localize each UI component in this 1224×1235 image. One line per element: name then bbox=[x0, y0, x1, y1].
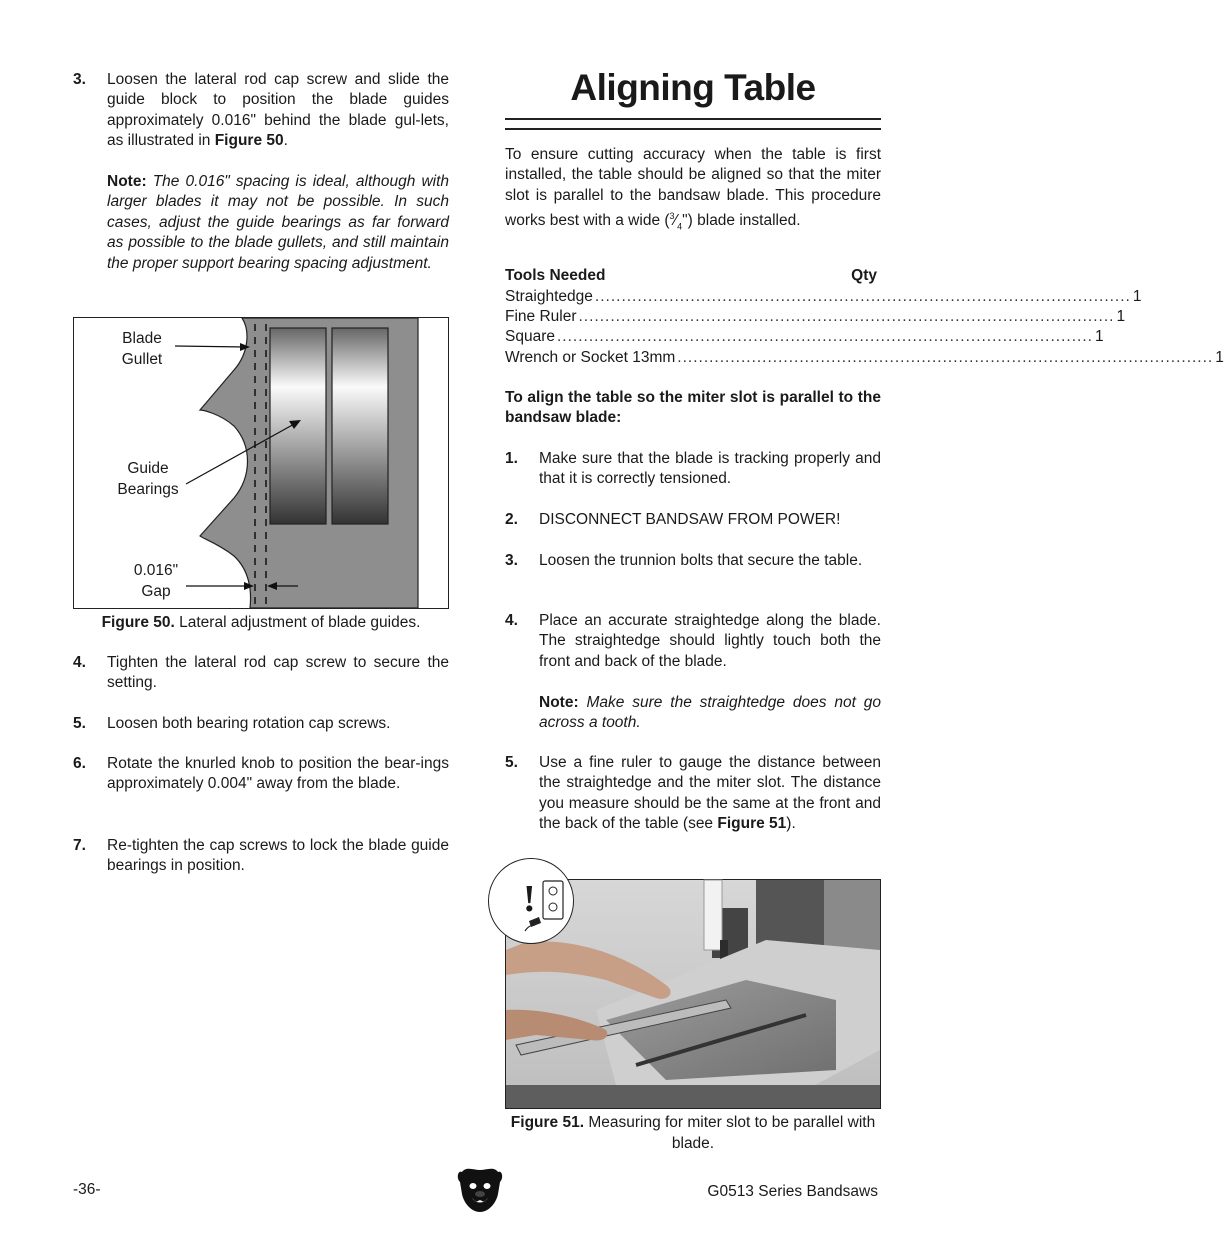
label-line: Gap bbox=[141, 583, 171, 600]
tool-qty: 1 bbox=[1116, 308, 1126, 325]
left-step-3 bbox=[73, 70, 449, 274]
note bbox=[107, 172, 449, 274]
label-gap bbox=[112, 560, 200, 602]
grizzly-bear-logo-icon bbox=[456, 1164, 504, 1214]
step-number: 1. bbox=[505, 450, 518, 467]
step-number: 7. bbox=[73, 837, 86, 854]
figure-reference: Figure 50 bbox=[214, 132, 284, 150]
intro-text: To ensure cutting accuracy when the table is first installed, the table should be aligned so that the miter slot is parallel to the bandsaw blade. This procedure works best with a wide ( bbox=[505, 146, 881, 230]
step-text: Place an accurate straightedge along the blade. The straightedge should lightly touch both the front and back of the blade. bbox=[539, 612, 881, 670]
left-step-5 bbox=[73, 714, 449, 734]
caption-label: Figure 50. bbox=[101, 614, 175, 631]
step-text bbox=[107, 70, 449, 152]
step-text: Rotate the knurled knob to position the bear-ings approximately 0.004" away from the blade. bbox=[107, 755, 449, 793]
tool-name: Fine Ruler bbox=[505, 308, 577, 325]
step-number: 4. bbox=[73, 654, 86, 671]
leader-dots: ..................................................................................................... bbox=[556, 328, 1093, 345]
table-edge bbox=[506, 1085, 880, 1108]
note-text: The 0.016" spacing is ideal, although with larger blades it may not be possible. In such cases, adjust the guide bearings as far forward as possible to the blade gullets, and still maintain the proper support bearing spacing adjustment. bbox=[107, 173, 450, 272]
figure-51-caption bbox=[505, 1112, 881, 1154]
tool-qty: 1 bbox=[1094, 328, 1104, 345]
caption-text: Measuring for miter slot to be parallel with blade. bbox=[584, 1114, 876, 1152]
step-text bbox=[539, 753, 881, 835]
tool-qty: 1 bbox=[1132, 288, 1142, 305]
label-line: Bearings bbox=[117, 481, 179, 498]
tool-qty: 1 bbox=[1215, 349, 1224, 366]
left-step-6 bbox=[73, 754, 449, 795]
label-line: Blade bbox=[122, 330, 162, 347]
label-guide-bearings bbox=[104, 458, 192, 500]
leader-dots: ..................................................................................................... bbox=[578, 308, 1115, 325]
warning-exclamation-icon: ! bbox=[523, 878, 536, 920]
tool-name: Square bbox=[505, 328, 555, 345]
bearing-2 bbox=[332, 328, 388, 524]
fraction-denominator: 4 bbox=[677, 221, 683, 232]
step-number: 5. bbox=[73, 715, 86, 732]
intro-paragraph: To ensure cutting accuracy when the table is first installed, the table should be aligned so that the miter slot is parallel to the bandsaw blade. This procedure works best with a wide $(^3⁄_4")$ blade installed. bbox=[505, 146, 881, 232]
step-text: Re-tighten the cap screws to lock the blade guide bearings in position. bbox=[107, 837, 449, 875]
tools-qty-header: Qty bbox=[851, 267, 877, 284]
note-label: Note: bbox=[107, 173, 147, 191]
figure-reference: Figure 51 bbox=[717, 815, 787, 833]
right-step-2 bbox=[505, 510, 881, 530]
left-step-7 bbox=[73, 836, 449, 877]
tools-item bbox=[505, 307, 1126, 327]
right-step-1 bbox=[505, 449, 881, 490]
page-title: Aligning Table bbox=[570, 67, 816, 108]
intro-text: ") blade installed. bbox=[682, 212, 801, 230]
leader-dots: ..................................................................................................... bbox=[594, 288, 1131, 305]
step-number: 6. bbox=[73, 755, 86, 772]
step-text-part: Use a fine ruler to gauge the distance between the straightedge and the miter slot. The distance you measure should be the same at the front and the back of the table (see bbox=[539, 754, 881, 833]
label-line: Guide bbox=[127, 460, 169, 477]
procedure-heading: To align the table so the miter slot is parallel to the bandsaw blade: bbox=[505, 389, 881, 427]
caption-label: Figure 51. bbox=[510, 1114, 585, 1131]
step-number: 3. bbox=[73, 71, 86, 88]
right-step-3 bbox=[505, 551, 881, 571]
figure-51-photo bbox=[505, 879, 881, 1109]
step-text-part: ). bbox=[786, 815, 796, 833]
tools-header bbox=[505, 266, 877, 286]
tools-item bbox=[505, 327, 1104, 347]
label-line: Gullet bbox=[121, 351, 163, 368]
step-text: Loosen the trunnion bolts that secure the table. bbox=[539, 552, 863, 569]
step-text-part: Loosen the lateral rod cap screw and slide the guide block to position the blade guides approximately 0.016" behind the blade gul-lets, as illustrated in bbox=[107, 71, 449, 150]
step-text: Tighten the lateral rod cap screw to secure the setting. bbox=[107, 654, 449, 692]
model-name: G0513 Series Bandsaws bbox=[707, 1183, 878, 1200]
title-rule-bottom bbox=[505, 128, 881, 130]
tool-name: Straightedge bbox=[505, 288, 593, 305]
outlet-plug-icon bbox=[523, 878, 571, 941]
right-step-5 bbox=[505, 753, 881, 835]
tools-item bbox=[505, 287, 1142, 307]
step-number: 3. bbox=[505, 552, 518, 569]
step-number: 5. bbox=[505, 754, 518, 771]
step-text: DISCONNECT BANDSAW FROM POWER! bbox=[539, 511, 841, 528]
caption-text: Lateral adjustment of blade guides. bbox=[174, 614, 421, 631]
bearing-1 bbox=[270, 328, 326, 524]
warning-badge bbox=[488, 858, 574, 944]
step-text: Make sure that the blade is tracking properly and that it is correctly tensioned. bbox=[539, 450, 881, 488]
note-text: Make sure the straightedge does not go across a tooth. bbox=[539, 693, 881, 732]
step-text-part: . bbox=[283, 132, 288, 150]
rip-scale bbox=[704, 880, 722, 950]
leader-dots: ..................................................................................................... bbox=[677, 349, 1214, 366]
title-rule-top bbox=[505, 118, 881, 120]
left-step-4 bbox=[73, 653, 449, 694]
step-text: Loosen both bearing rotation cap screws. bbox=[107, 715, 391, 732]
figure-50-caption bbox=[73, 612, 449, 633]
tool-name: Wrench or Socket 13mm bbox=[505, 349, 676, 366]
note-label: Note: bbox=[539, 693, 579, 711]
fraction-numerator: 3 bbox=[669, 211, 675, 222]
step-number: 4. bbox=[505, 612, 518, 629]
note bbox=[539, 693, 881, 734]
tools-item bbox=[505, 348, 1224, 368]
label-line: 0.016" bbox=[133, 562, 179, 579]
right-step-4 bbox=[505, 611, 881, 733]
label-blade-gullet bbox=[98, 328, 186, 370]
step-number: 2. bbox=[505, 511, 518, 528]
page-number: -36- bbox=[73, 1181, 101, 1198]
tools-header-label: Tools Needed bbox=[505, 267, 606, 284]
